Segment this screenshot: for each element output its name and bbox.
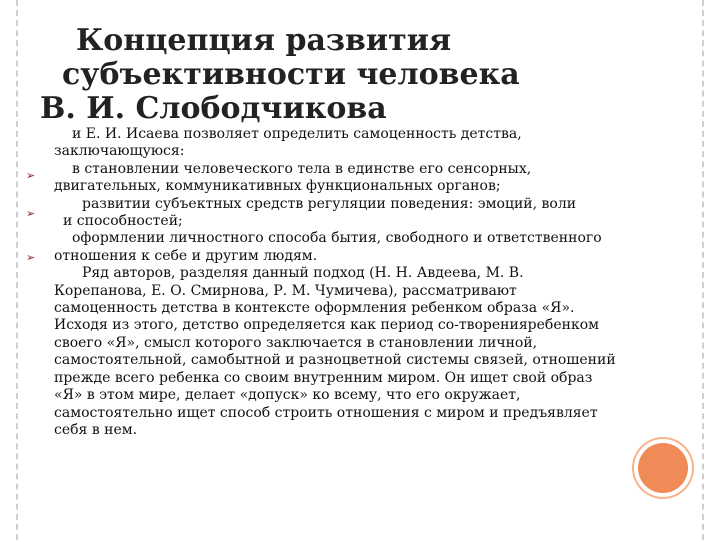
arrowhead-bullet-icon: ➢ — [26, 207, 36, 220]
title-line-1: Концепция развития — [76, 23, 452, 58]
title-line-3: В. И. Слободчикова — [40, 91, 387, 126]
orange-circle-icon — [638, 443, 688, 493]
bullet-column — [26, 0, 46, 540]
body-line: заключающуюся: — [54, 143, 185, 160]
body-line: Корепанова, Е. О. Смирнова, Р. М. Чумичева), рассматривают — [54, 282, 517, 299]
body-line: двигательных, коммуникативных функциональных органов; — [54, 178, 501, 195]
body-line: своего «Я», смысл которого заключается в становлении личной, — [54, 334, 538, 351]
bullet-item-text: развитии субъектных средств регуляции поведения: эмоций, воли — [82, 195, 577, 212]
arrowhead-bullet-icon: ➢ — [26, 251, 36, 264]
body-line: самостоятельно ищет способ строить отношения с миром и предъявляет — [54, 404, 598, 421]
right-dashed-rule — [702, 0, 704, 540]
body-line: прежде всего ребенка со своим внутренним миром. Он ищет свой образ — [54, 369, 593, 386]
arrowhead-bullet-icon: ➢ — [26, 169, 36, 182]
title-line-2: субъективности человека — [62, 57, 520, 92]
body-line: себя в нем. — [54, 421, 138, 438]
body-text — [54, 126, 676, 439]
body-line: и Е. И. Исаева позволяет определить самоценность детства, — [72, 126, 522, 142]
bullet-item-text: оформлении личностного способа бытия, свободного и ответственного — [72, 230, 602, 247]
bullet-item-text: в становлении человеческого тела в единстве его сенсорных, — [72, 160, 532, 177]
paragraph-start: Ряд авторов, разделяя данный подход (Н. Н. Авдеева, М. В. — [82, 265, 524, 282]
body-line: Исходя из этого, детство определяется как период со-творенияребенком — [54, 317, 600, 334]
body-line: самостоятельной, самобытной и разноцветной системы связей, отношений — [54, 352, 616, 369]
slide-title — [40, 24, 540, 126]
body-line: отношения к себе и другим людям. — [54, 247, 318, 264]
body-line: и способностей; — [63, 213, 183, 230]
left-dashed-rule — [16, 0, 18, 540]
body-line: «Я» в этом мире, делает «допуск» ко всему, что его окружает, — [54, 387, 521, 404]
body-line: самоценность детства в контексте оформления ребенком образа «Я». — [54, 300, 575, 317]
